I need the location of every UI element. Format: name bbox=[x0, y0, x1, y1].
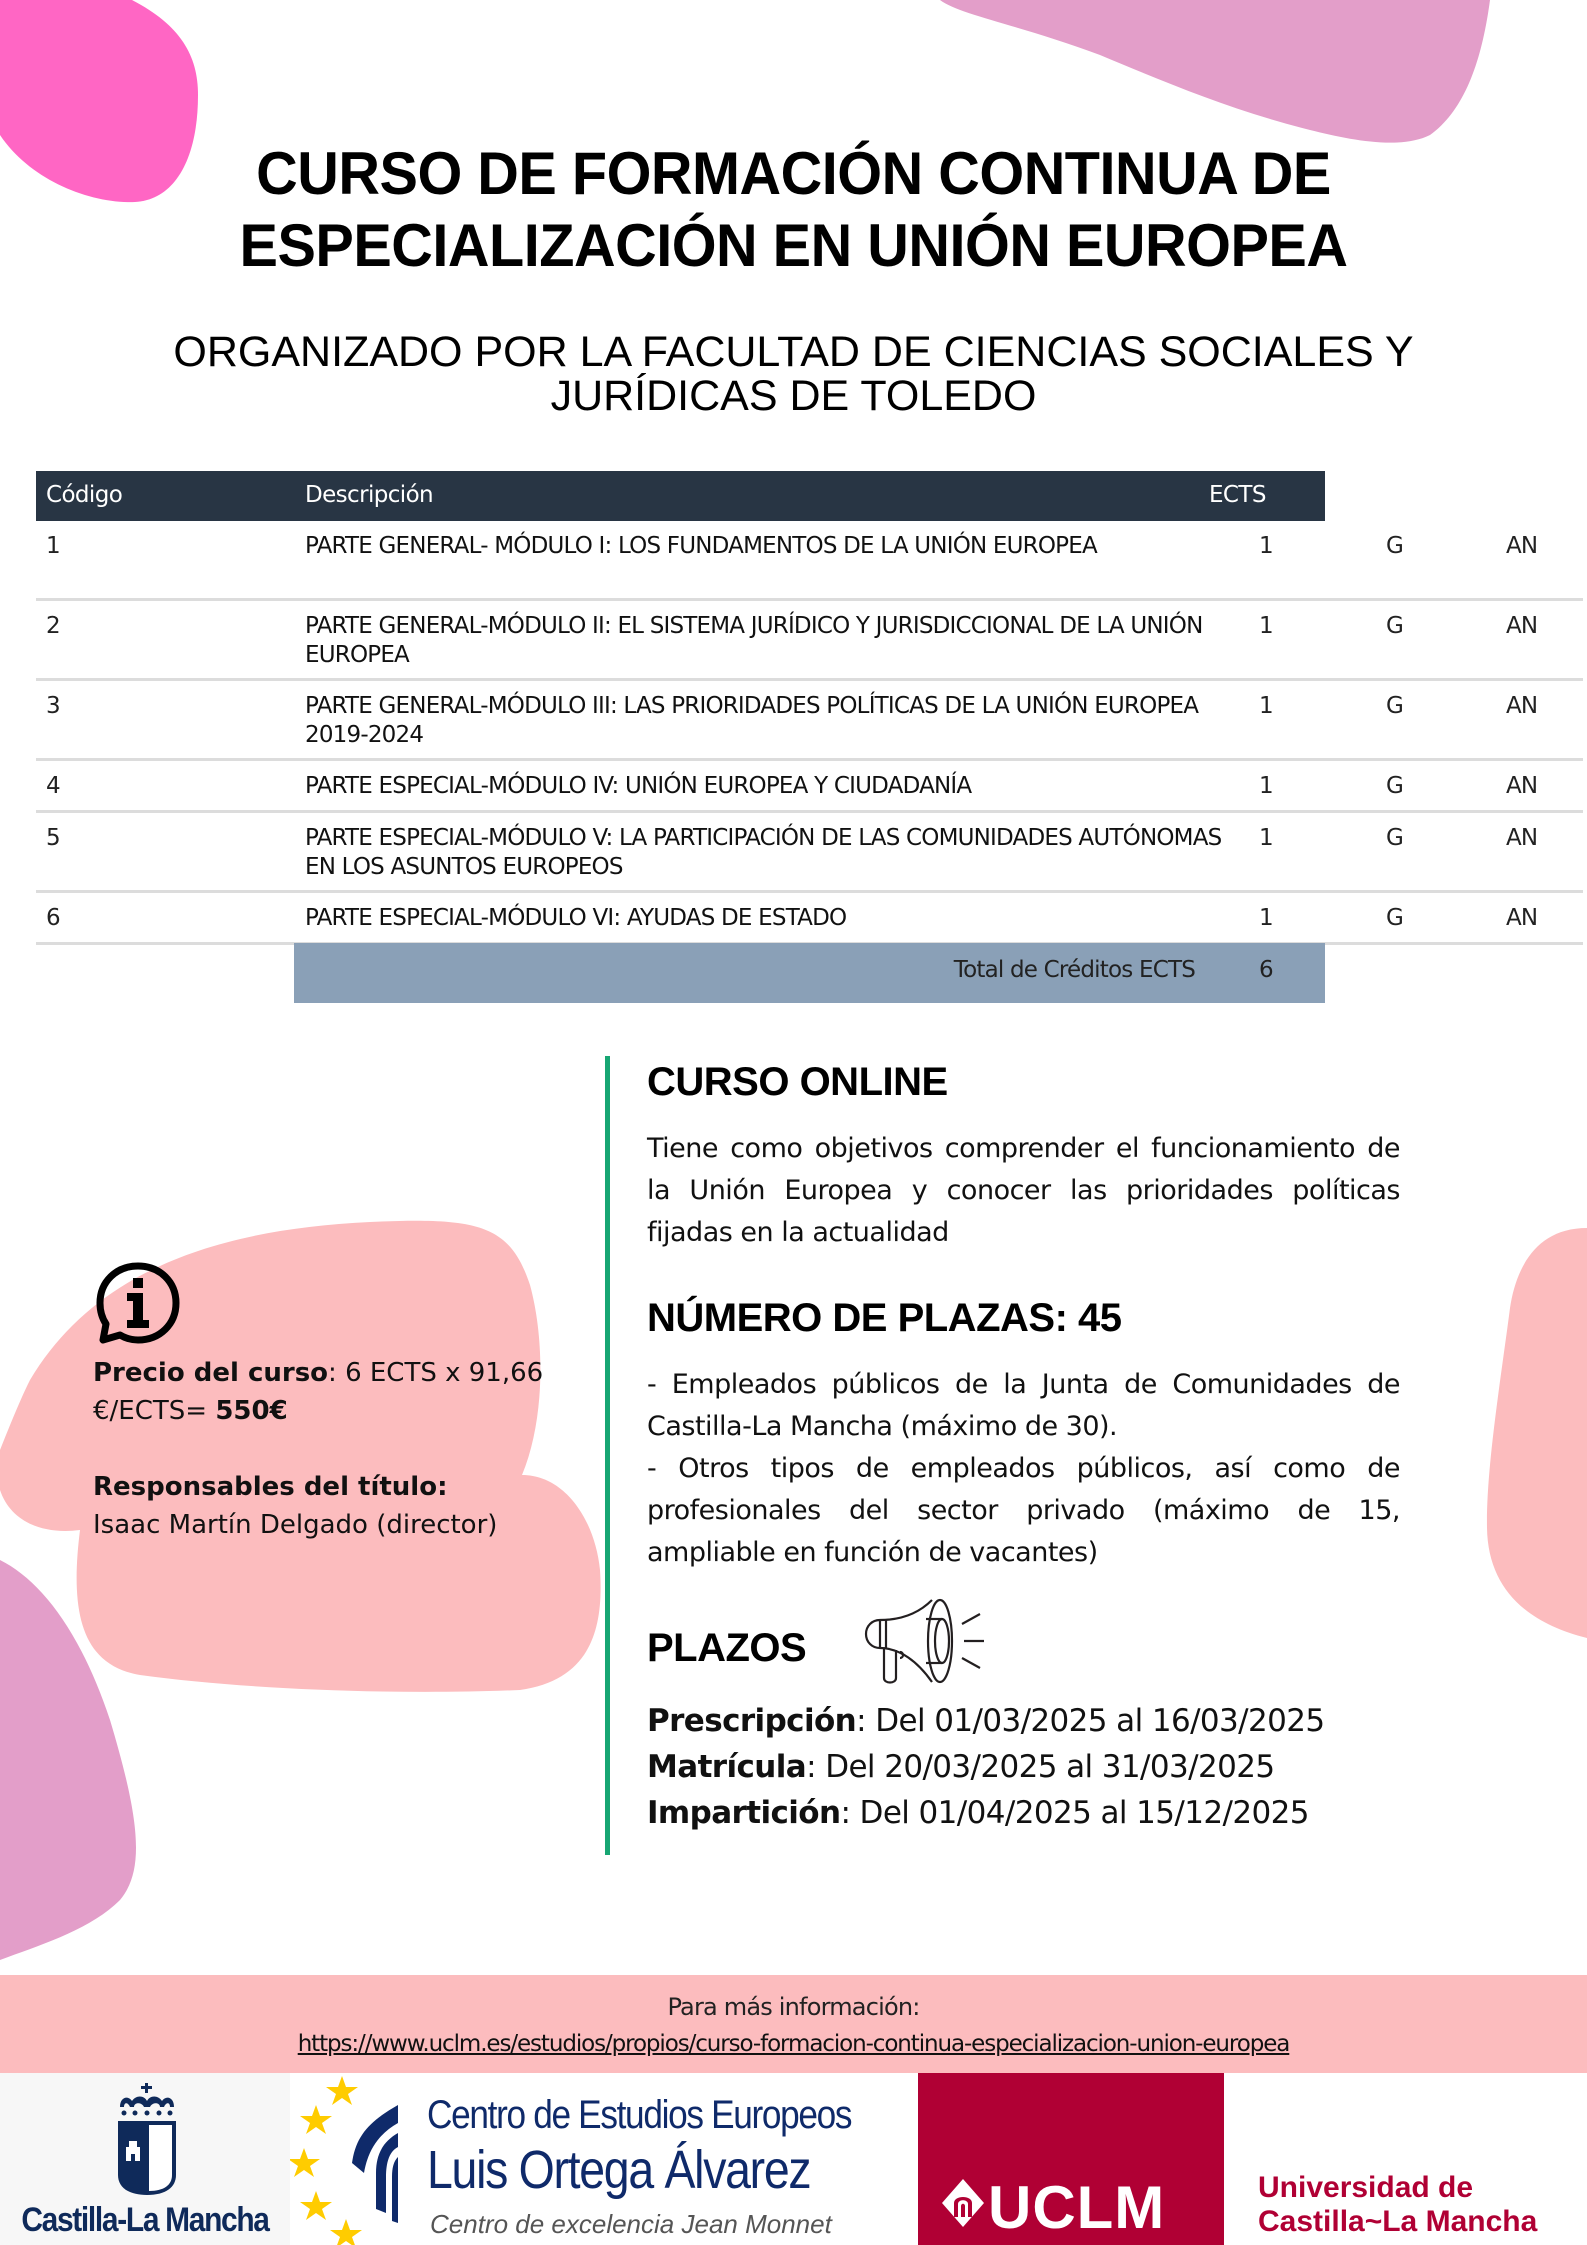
subtitle-line-1: ORGANIZADO POR LA FACULTAD DE CIENCIAS SOCIALES Y bbox=[173, 328, 1414, 376]
uclm-acronym: UCLM bbox=[988, 2174, 1166, 2241]
uclm-name-line2: Castilla~La Mancha bbox=[1258, 2205, 1538, 2238]
uclm-name-line1: Universidad de bbox=[1258, 2171, 1474, 2204]
course-details bbox=[647, 1056, 1400, 1836]
plazos-heading: PLAZOS bbox=[647, 1626, 807, 1670]
cell-description: PARTE ESPECIAL-MÓDULO V: LA PARTICIPACIÓN DE LAS COMUNIDADES AUTÓNOMAS EN LOS ASUNTOS EUROPEOS bbox=[305, 825, 1222, 880]
cell-description: PARTE ESPECIAL-MÓDULO VI: AYUDAS DE ESTADO bbox=[305, 905, 847, 931]
cell-lang: AN bbox=[1506, 773, 1538, 799]
cell-code: 4 bbox=[46, 773, 60, 799]
cell-code: 6 bbox=[46, 905, 60, 931]
price-total: 550€ bbox=[215, 1396, 288, 1426]
uclm-name bbox=[1258, 2171, 1537, 2239]
table-row bbox=[36, 761, 1583, 813]
decor-blob-orchid-top bbox=[930, 0, 1490, 145]
table-row bbox=[36, 813, 1583, 893]
cell-description: PARTE GENERAL-MÓDULO III: LAS PRIORIDADES POLÍTICAS DE LA UNIÓN EUROPEA 2019-2024 bbox=[305, 693, 1199, 748]
cell-type: G bbox=[1386, 693, 1404, 719]
cell-code: 1 bbox=[46, 533, 60, 559]
cell-type: G bbox=[1386, 613, 1404, 639]
cell-lang: AN bbox=[1506, 825, 1538, 851]
cell-code: 2 bbox=[46, 613, 60, 639]
col-header-ects: ECTS bbox=[1209, 482, 1266, 508]
title-line-1: CURSO DE FORMACIÓN CONTINUA DE bbox=[256, 140, 1331, 207]
decor-blob-salmon-right bbox=[1486, 1228, 1587, 1638]
online-heading: CURSO ONLINE bbox=[647, 1060, 948, 1104]
eu-stars-arc-icon bbox=[290, 2073, 420, 2245]
plazas-heading: NÚMERO DE PLAZAS: 45 bbox=[647, 1296, 1122, 1340]
price-info bbox=[93, 1354, 553, 1430]
section-divider bbox=[605, 1056, 610, 1855]
col-header-code: Código bbox=[46, 482, 123, 508]
cell-lang: AN bbox=[1506, 533, 1538, 559]
cee-name-line1: Centro de Estudios Europeos bbox=[427, 2093, 852, 2137]
cell-type: G bbox=[1386, 905, 1404, 931]
cee-name-line2: Luis Ortega Álvarez bbox=[427, 2140, 811, 2200]
price-text: : 6 ECTS x 91,66 €/ECTS= bbox=[93, 1358, 544, 1426]
cell-description: PARTE GENERAL- MÓDULO I: LOS FUNDAMENTOS DE LA UNIÓN EUROPEA bbox=[305, 533, 1097, 559]
plazas-item: - Otros tipos de empleados públicos, así como de profesionales del sector privado (máximo de 15, ampliable en función de vacantes) bbox=[647, 1453, 1400, 1568]
cell-code: 5 bbox=[46, 825, 60, 851]
cell-ects: 1 bbox=[1259, 825, 1273, 851]
more-info-label: Para más información: bbox=[667, 1993, 920, 2021]
subtitle-line-2: JURÍDICAS DE TOLEDO bbox=[550, 372, 1037, 420]
cell-type: G bbox=[1386, 825, 1404, 851]
info-chat-icon bbox=[93, 1260, 183, 1350]
plazo-prescripcion: Prescripción: Del 01/03/2025 al 16/03/2025 bbox=[647, 1703, 1325, 1739]
uclm-arch-icon bbox=[940, 2177, 986, 2229]
cell-ects: 1 bbox=[1259, 693, 1273, 719]
jccm-name: Castilla-La Mancha bbox=[21, 2201, 269, 2239]
cell-ects: 1 bbox=[1259, 773, 1273, 799]
table-total-row bbox=[294, 943, 1325, 1003]
table-row bbox=[36, 601, 1583, 681]
logo-castilla-la-mancha bbox=[0, 2073, 290, 2245]
cell-description: PARTE GENERAL-MÓDULO II: EL SISTEMA JURÍDICO Y JURISDICCIONAL DE LA UNIÓN EUROPEA bbox=[305, 613, 1203, 668]
plazos-header bbox=[647, 1598, 1400, 1688]
cee-tagline: Centro de excelencia Jean Monnet bbox=[430, 2209, 832, 2239]
col-header-description: Descripción bbox=[305, 482, 434, 508]
table-row bbox=[36, 521, 1583, 601]
logo-uclm bbox=[918, 2073, 1224, 2245]
page-subtitle bbox=[150, 330, 1437, 418]
plazas-item: - Empleados públicos de la Junta de Comunidades de Castilla-La Mancha (máximo de 30). bbox=[647, 1369, 1400, 1442]
info-card bbox=[93, 1260, 553, 1544]
cell-ects: 1 bbox=[1259, 613, 1273, 639]
cell-description: PARTE ESPECIAL-MÓDULO IV: UNIÓN EUROPEA Y CIUDADANÍA bbox=[305, 773, 972, 799]
table-row bbox=[36, 681, 1583, 761]
plazos-dates bbox=[647, 1698, 1400, 1836]
more-info-link[interactable]: https://www.uclm.es/estudios/propios/curso-formacion-continua-especializacion-union-europea bbox=[297, 2031, 1290, 2057]
cell-ects: 1 bbox=[1259, 533, 1273, 559]
online-description: Tiene como objetivos comprender el funcionamiento de la Unión Europea y conocer las prioridades políticas fijadas en la actualidad bbox=[647, 1133, 1400, 1248]
cell-ects: 1 bbox=[1259, 905, 1273, 931]
cell-type: G bbox=[1386, 533, 1404, 559]
table-row bbox=[36, 893, 1583, 945]
responsables-value: Isaac Martín Delgado (director) bbox=[93, 1510, 498, 1540]
footer-logos bbox=[0, 2073, 1587, 2245]
logo-centro-estudios-europeos bbox=[290, 2073, 910, 2245]
total-label: Total de Créditos ECTS bbox=[953, 957, 1195, 983]
plazo-imparticion: Impartición: Del 01/04/2025 al 15/12/2025 bbox=[647, 1795, 1309, 1831]
responsables-label: Responsables del título: bbox=[93, 1472, 448, 1502]
cell-lang: AN bbox=[1506, 693, 1538, 719]
price-label: Precio del curso bbox=[93, 1358, 329, 1388]
page-title bbox=[32, 138, 1556, 282]
cell-type: G bbox=[1386, 773, 1404, 799]
cell-lang: AN bbox=[1506, 613, 1538, 639]
jccm-shield-icon bbox=[112, 2083, 182, 2198]
megaphone-icon bbox=[860, 1598, 988, 1686]
cell-code: 3 bbox=[46, 693, 60, 719]
table-header bbox=[36, 471, 1325, 521]
more-info-band bbox=[0, 1975, 1587, 2073]
title-line-2: ESPECIALIZACIÓN EN UNIÓN EUROPEA bbox=[239, 212, 1348, 279]
total-value: 6 bbox=[1259, 957, 1273, 983]
cell-lang: AN bbox=[1506, 905, 1538, 931]
plazo-matricula: Matrícula: Del 20/03/2025 al 31/03/2025 bbox=[647, 1749, 1275, 1785]
